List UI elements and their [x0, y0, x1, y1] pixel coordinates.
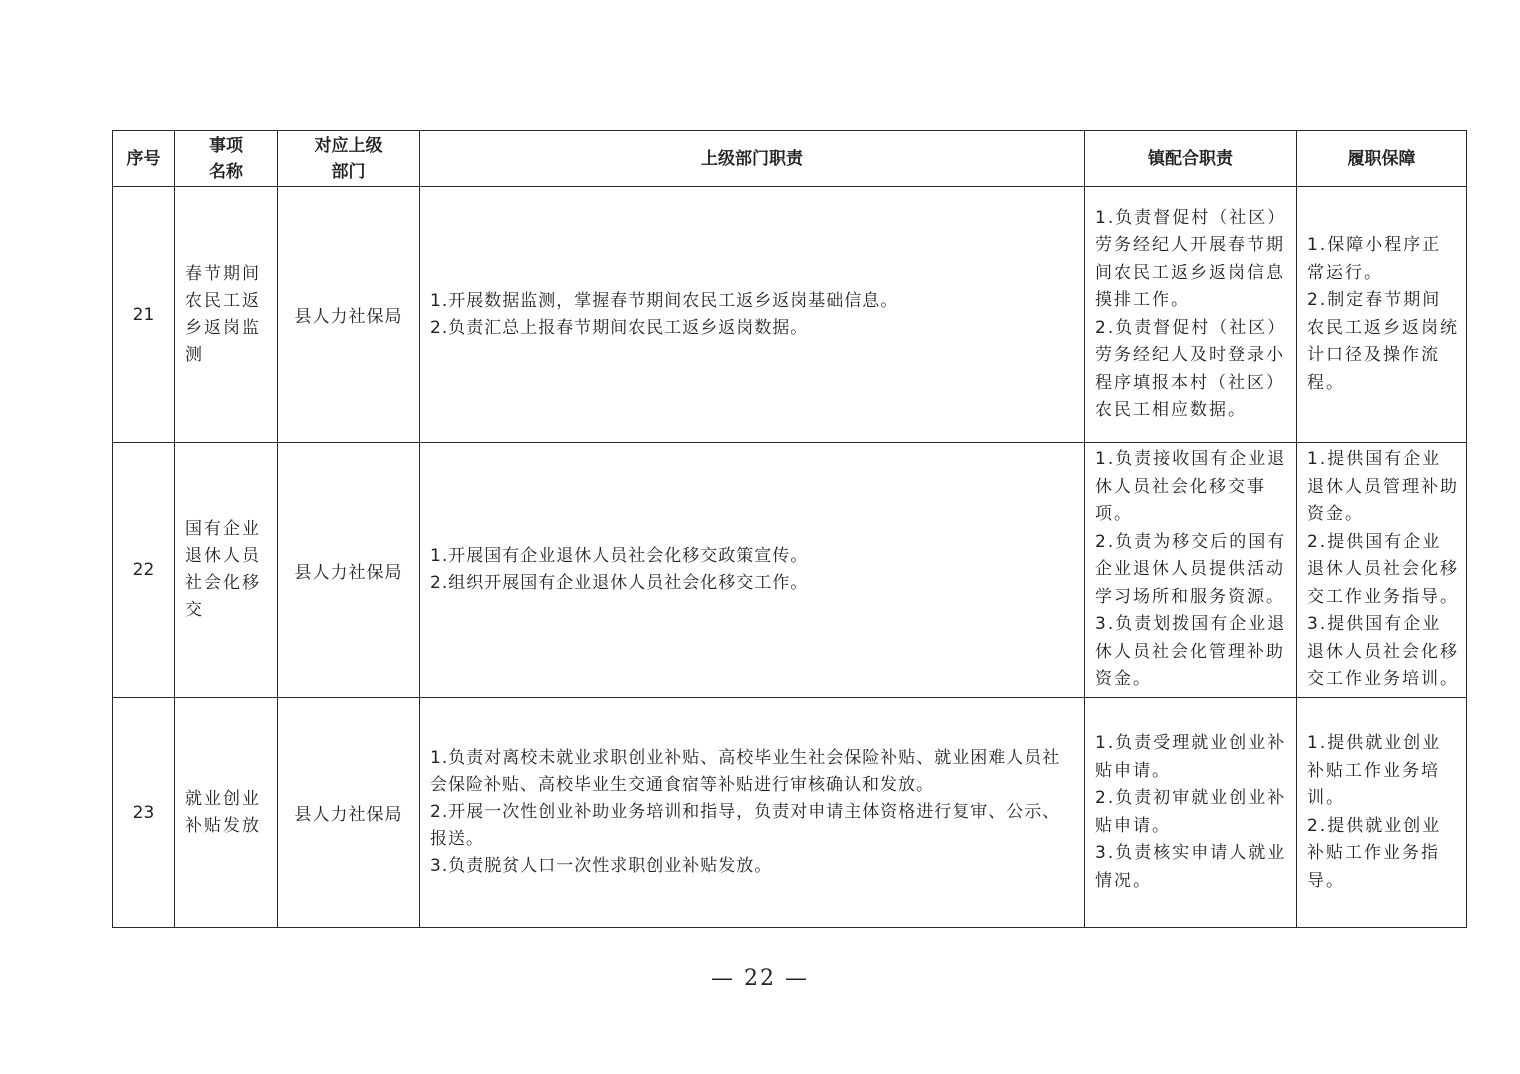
item-name: 春节期间农民工返乡返岗监测 — [185, 263, 261, 365]
town-duty-item: 3.负责划拨国有企业退休人员社会化管理补助资金。 — [1095, 614, 1287, 690]
department: 县人力社保局 — [278, 443, 420, 698]
row-number: 23 — [113, 698, 175, 928]
town-duty-cell — [1085, 698, 1297, 928]
duty-cell — [420, 698, 1085, 928]
header-dept-line: 对应上级 — [314, 135, 383, 156]
guarantee-item: 3.提供国有企业退休人员社会化移交工作业务培训。 — [1307, 614, 1459, 690]
header-name-line: 名称 — [209, 161, 243, 182]
guarantee-item: 2.提供国有企业退休人员社会化移交工作业务指导。 — [1307, 531, 1459, 607]
header-num: 序号 — [113, 131, 175, 187]
item-name: 国有企业退休人员社会化移交 — [185, 519, 261, 620]
duty-item: 1.开展数据监测，掌握春节期间农民工返乡返岗基础信息。 — [430, 290, 899, 311]
duty-item: 3.负责脱贫人口一次性求职创业补贴发放。 — [430, 856, 773, 876]
guarantee-item: 1.提供国有企业退休人员管理补助资金。 — [1307, 449, 1459, 525]
town-duty-item: 1.负责受理就业创业补贴申请。 — [1095, 733, 1287, 781]
duty-cell — [420, 187, 1085, 443]
guarantee-item: 2.制定春节期间农民工返乡返岗统计口径及操作流程。 — [1307, 290, 1459, 393]
header-town: 镇配合职责 — [1085, 131, 1297, 187]
item-name-cell — [175, 698, 278, 928]
header-duty: 上级部门职责 — [420, 131, 1085, 187]
table-row — [113, 187, 1467, 443]
page-number: — 22 — — [711, 966, 809, 991]
duty-item: 2.负责汇总上报春节期间农民工返乡返岗数据。 — [430, 317, 809, 338]
town-duty-item: 2.负责为移交后的国有企业退休人员提供活动学习场所和服务资源。 — [1095, 531, 1287, 607]
guarantee-item: 1.保障小程序正常运行。 — [1307, 235, 1442, 283]
responsibility-table — [112, 130, 1467, 928]
header-dept-line: 部门 — [331, 161, 366, 182]
row-number: 22 — [113, 443, 175, 698]
town-duty-item: 1.负责督促村（社区）劳务经纪人开展春节期间农民工返乡返岗信息摸排工作。 — [1095, 207, 1287, 310]
header-dept — [278, 131, 420, 187]
town-duty-item: 1.负责接收国有企业退休人员社会化移交事项。 — [1095, 449, 1287, 525]
header-row — [113, 131, 1467, 187]
town-duty-cell — [1085, 443, 1297, 698]
department: 县人力社保局 — [278, 187, 420, 443]
duty-cell — [420, 443, 1085, 698]
duty-item: 2.组织开展国有企业退休人员社会化移交工作。 — [430, 573, 809, 593]
guarantee-cell — [1297, 443, 1467, 698]
duty-item: 1.开展国有企业退休人员社会化移交政策宣传。 — [430, 546, 809, 566]
town-duty-item: 2.负责初审就业创业补贴申请。 — [1095, 788, 1287, 836]
item-name-cell — [175, 187, 278, 443]
table-row — [113, 443, 1467, 698]
guarantee-item: 2.提供就业创业补贴工作业务指导。 — [1307, 815, 1442, 891]
duty-item: 1.负责对离校未就业求职创业补贴、高校毕业生社会保险补贴、就业困难人员社会保险补贴、高校毕业生交通食宿等补贴进行审核确认和发放。 — [430, 748, 1061, 795]
guarantee-cell — [1297, 187, 1467, 443]
guarantee-cell — [1297, 698, 1467, 928]
table-row — [113, 698, 1467, 928]
duty-item: 2.开展一次性创业补助业务培训和指导，负责对申请主体资格进行复审、公示、报送。 — [430, 802, 1061, 849]
town-duty-item: 2.负责督促村（社区）劳务经纪人及时登录小程序填报本村（社区）农民工相应数据。 — [1095, 317, 1287, 420]
item-name-cell — [175, 443, 278, 698]
guarantee-item: 1.提供就业创业补贴工作业务培训。 — [1307, 733, 1442, 808]
header-name — [175, 131, 278, 187]
header-guarantee: 履职保障 — [1297, 131, 1467, 187]
town-duty-item: 3.负责核实申请人就业情况。 — [1095, 843, 1287, 891]
header-name-line: 事项 — [209, 135, 243, 156]
row-number: 21 — [113, 187, 175, 443]
department: 县人力社保局 — [278, 698, 420, 928]
town-duty-cell — [1085, 187, 1297, 443]
item-name: 就业创业补贴发放 — [185, 788, 261, 836]
